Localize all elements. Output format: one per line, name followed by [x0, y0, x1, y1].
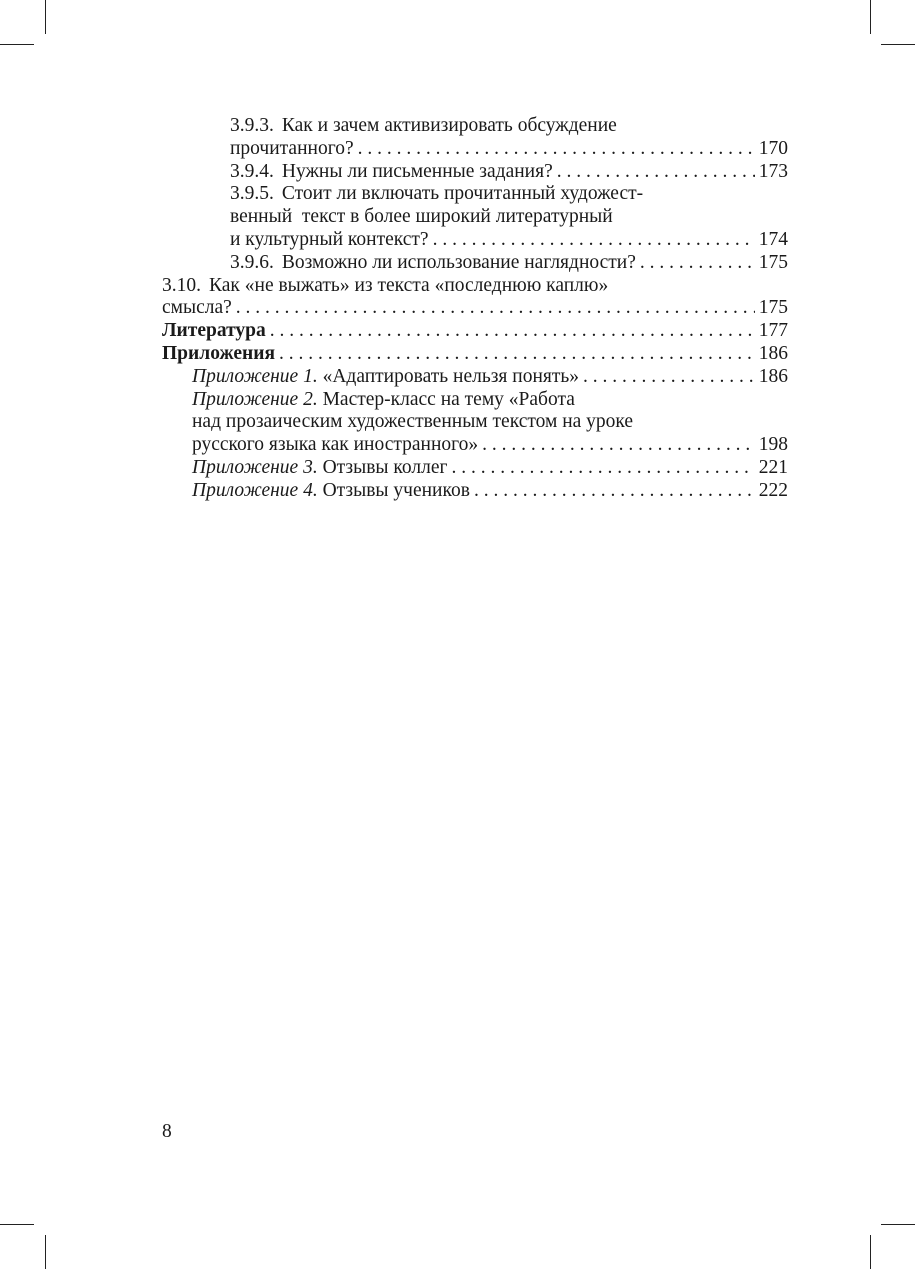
crop-mark [881, 44, 915, 45]
dot-leader [583, 366, 755, 389]
crop-mark [0, 1224, 34, 1225]
appendix-label: Приложение 3. [192, 456, 318, 478]
page-number: 170 [758, 137, 788, 159]
page-number: 175 [758, 297, 788, 319]
entry-title: Приложения [162, 342, 276, 364]
toc-entry-3-9-5[interactable] [162, 183, 788, 206]
appendix-label: Приложение 4. [192, 479, 318, 501]
toc-entry-appendix-1[interactable] [162, 366, 788, 389]
dot-leader [482, 434, 755, 457]
dot-leader [236, 297, 755, 320]
section-number: 3.9.6. [230, 251, 274, 273]
dot-leader [640, 252, 755, 275]
entry-title: над прозаическим художественным текстом на уроке [192, 411, 634, 433]
page-number: 174 [758, 228, 788, 250]
toc-entry-appendices[interactable] [162, 343, 788, 366]
toc-entry-3-9-6[interactable] [162, 252, 788, 275]
entry-title: Возможно ли использование наглядности? [281, 251, 636, 273]
appendix-label: Приложение 1. [192, 365, 318, 387]
section-number: 3.9.5. [230, 183, 274, 205]
toc-entry-3-9-3[interactable] [162, 115, 788, 138]
table-of-contents [162, 115, 788, 503]
toc-entry-3-9-5-cont[interactable] [162, 229, 788, 252]
crop-mark [45, 1235, 46, 1269]
entry-title: Как «не выжать» из текста «последнюю каплю» [209, 274, 609, 296]
page-number: 177 [758, 320, 788, 342]
toc-entry-appendix-2-cont[interactable] [162, 434, 788, 457]
toc-entry-literature[interactable] [162, 320, 788, 343]
toc-entry-3-9-5-cont[interactable] [162, 206, 788, 229]
crop-mark [0, 44, 34, 45]
dot-leader [270, 320, 755, 343]
entry-title: Как и зачем активизировать обсуждение [281, 115, 617, 136]
entry-title: Отзывы коллег [322, 456, 448, 478]
crop-mark [870, 0, 871, 34]
page-number: 221 [758, 456, 788, 478]
entry-title: Литература [162, 320, 266, 342]
section-number: 3.9.4. [230, 160, 274, 182]
entry-title: русского языка как иностранного» [192, 434, 479, 456]
dot-leader [279, 343, 755, 366]
entry-title: смысла? [162, 297, 232, 319]
page-number: 198 [758, 434, 788, 456]
entry-title: Отзывы учеников [322, 479, 470, 501]
dot-leader [474, 480, 755, 503]
page-number: 175 [758, 251, 788, 273]
dot-leader [433, 229, 755, 252]
crop-mark [881, 1224, 915, 1225]
entry-title: Нужны ли письменные задания? [281, 160, 553, 182]
toc-entry-3-10[interactable] [162, 275, 788, 298]
page-folio: 8 [162, 1121, 172, 1142]
toc-entry-appendix-2[interactable] [162, 389, 788, 412]
entry-title: «Адаптировать нельзя понять» [322, 365, 580, 387]
entry-title: венный текст в более широкий литературный [230, 206, 613, 228]
entry-title: Стоит ли включать прочитанный художест- [281, 183, 644, 205]
toc-entry-3-10-cont[interactable] [162, 297, 788, 320]
dot-leader [557, 161, 755, 184]
crop-mark [45, 0, 46, 34]
section-number: 3.10. [162, 274, 201, 296]
toc-entry-appendix-2-cont[interactable] [162, 411, 788, 434]
section-number: 3.9.3. [230, 115, 274, 136]
toc-entry-appendix-4[interactable] [162, 480, 788, 503]
page-number: 186 [758, 342, 788, 364]
toc-entry-3-9-4[interactable] [162, 161, 788, 184]
entry-title: и культурный контекст? [230, 228, 429, 250]
page-number: 173 [758, 160, 788, 182]
crop-mark [870, 1235, 871, 1269]
dot-leader [358, 138, 755, 161]
appendix-label: Приложение 2. [192, 388, 318, 410]
page-number: 186 [758, 365, 788, 387]
toc-entry-3-9-3-cont[interactable] [162, 138, 788, 161]
dot-leader [452, 457, 755, 480]
entry-title: Мастер-класс на тему «Работа [322, 388, 575, 410]
entry-title: прочитанного? [230, 137, 354, 159]
toc-entry-appendix-3[interactable] [162, 457, 788, 480]
page-number: 222 [758, 479, 788, 501]
